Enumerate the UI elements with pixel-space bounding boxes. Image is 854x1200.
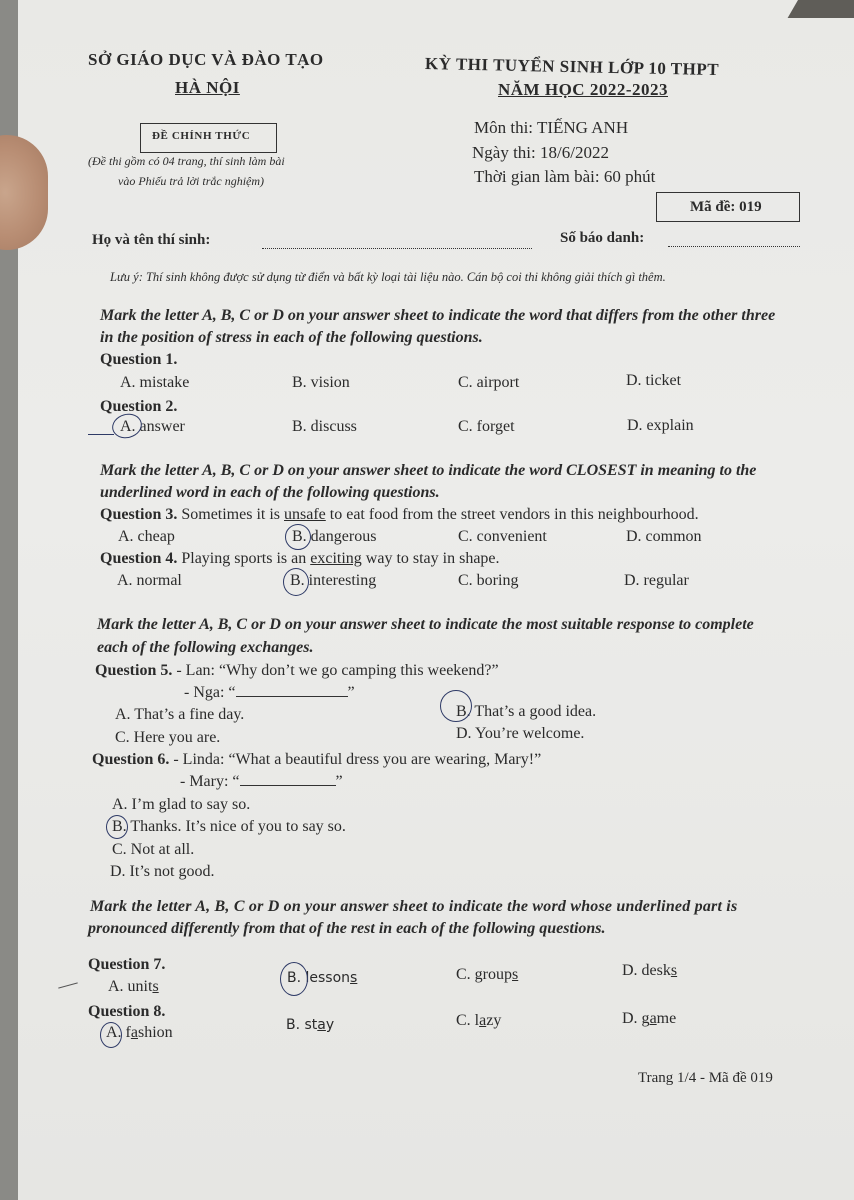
q5-line2: [184, 684, 355, 702]
q4-answer-mark: [283, 568, 309, 596]
paper-corner: [788, 0, 854, 18]
q3-option-c[interactable]: C. convenient: [458, 528, 547, 545]
q8-label: Question 8.: [88, 1003, 166, 1020]
q6-label: Question 6.: [92, 751, 170, 768]
q8-option-c-text: C. l: [456, 1012, 480, 1029]
exam-title: KỲ THI TUYỂN SINH LỚP 10 THPT: [424, 54, 720, 80]
q4-underlined-word: exciting: [310, 550, 362, 567]
q1-option-a[interactable]: A. mistake: [120, 374, 190, 391]
q6-answer-mark: [106, 815, 128, 839]
q7-option-a[interactable]: [108, 978, 159, 996]
q2-option-c[interactable]: C. forget: [458, 418, 515, 435]
q4-option-b[interactable]: B. interesting: [290, 572, 377, 589]
section2-instruction-l2: underlined word in each of the following questions.: [100, 484, 440, 501]
paper-note-line2: vào Phiếu trả lời trắc nghiệm): [118, 174, 265, 188]
exam-date: Ngày thi: 18/6/2022: [472, 143, 609, 162]
q2-pen-stroke: [88, 434, 114, 435]
q2-option-d[interactable]: D. explain: [627, 417, 694, 434]
page-footer: Trang 1/4 - Mã đề 019: [638, 1070, 773, 1086]
q3-option-b[interactable]: B. dangerous: [292, 528, 377, 545]
q3-label: Question 3.: [100, 506, 178, 523]
q7-option-b-underlined: s: [350, 970, 358, 986]
q8-option-a-rest: shion: [138, 1024, 173, 1041]
q5-option-d[interactable]: D. You’re welcome.: [456, 725, 585, 742]
q6-close-quote: ”: [335, 773, 343, 790]
q5-line1: - Lan: “Why don’t we go camping this weekend?”: [172, 662, 499, 679]
q8-option-b-underlined: a: [317, 1017, 326, 1033]
q7-option-c-underlined: s: [512, 966, 519, 983]
dept-name: SỞ GIÁO DỤC VÀ ĐÀO TẠO: [88, 50, 324, 69]
q7-option-d[interactable]: [622, 962, 677, 980]
q1-label: Question 1.: [100, 351, 178, 368]
q3-text-post: to eat food from the street vendors in this neighbourhood.: [325, 506, 699, 523]
q6-stem: [92, 751, 541, 769]
q5-close-quote: ”: [347, 684, 355, 701]
q7-option-a-underlined: s: [152, 978, 159, 995]
q5-blank[interactable]: [236, 696, 348, 697]
q7-answer-mark: [280, 962, 308, 996]
q5-label: Question 5.: [95, 662, 173, 679]
q1-option-c[interactable]: C. airport: [458, 374, 520, 391]
q4-option-a[interactable]: A. normal: [117, 572, 182, 589]
notice: Lưu ý: Thí sinh không được sử dụng từ điển và bất kỳ loại tài liệu nào. Cán bộ coi thi không giải thích gì thêm.: [110, 270, 666, 284]
q8-option-d[interactable]: [622, 1010, 676, 1028]
q4-text-pre: Playing sports is an: [177, 550, 311, 567]
q2-option-b[interactable]: B. discuss: [292, 418, 357, 435]
q6-option-b[interactable]: B. Thanks. It’s nice of you to say so.: [112, 818, 346, 835]
q7-option-b-text: B. lesson: [287, 970, 351, 986]
q1-option-b[interactable]: B. vision: [292, 374, 350, 391]
q6-line2: [180, 773, 343, 791]
q6-blank[interactable]: [240, 785, 336, 786]
q5-option-c[interactable]: C. Here you are.: [115, 729, 221, 746]
section1-instruction-l1: Mark the letter A, B, C or D on your answer sheet to indicate the word that differs from the other three: [100, 307, 776, 324]
q8-option-d-text: D. g: [622, 1010, 650, 1027]
q8-option-b[interactable]: [286, 1017, 334, 1033]
q6-option-c[interactable]: C. Not at all.: [112, 841, 195, 858]
q7-option-d-text: D. desk: [622, 962, 671, 979]
section4-instruction-l2: pronounced differently from that of the rest in each of the following questions.: [88, 920, 606, 937]
q3-answer-mark: [285, 524, 311, 550]
q3-option-d[interactable]: D. common: [626, 528, 702, 545]
city-name: HÀ NỘI: [175, 78, 240, 97]
q3-option-a[interactable]: A. cheap: [118, 528, 175, 545]
q8-option-b-rest: y: [325, 1017, 335, 1033]
name-label: Họ và tên thí sinh:: [92, 232, 211, 248]
section3-instruction-l2: each of the following exchanges.: [97, 639, 314, 656]
q1-option-d[interactable]: D. ticket: [626, 372, 682, 389]
q5-answer-mark: [440, 690, 472, 722]
section4-instruction-l1: Mark the letter A, B, C or D on your answer sheet to indicate the word whose underlined part is: [90, 898, 738, 915]
section2-instruction-l1: Mark the letter A, B, C or D on your answer sheet to indicate the word CLOSEST in meaning to the: [100, 462, 757, 479]
sbd-field[interactable]: [668, 246, 800, 247]
exam-code: Mã đề: 019: [690, 199, 762, 215]
q4-label: Question 4.: [100, 550, 178, 567]
q3-stem: [100, 506, 699, 524]
q4-stem: [100, 550, 500, 568]
q7-label: Question 7.: [88, 956, 166, 973]
q4-text-post: way to stay in shape.: [361, 550, 500, 567]
q7-option-c[interactable]: [456, 966, 518, 984]
q8-option-a-underlined: a: [130, 1024, 138, 1041]
q8-option-c[interactable]: [456, 1012, 501, 1030]
q8-option-b-text: B. st: [286, 1017, 318, 1033]
q5-stem: [95, 662, 499, 680]
q8-answer-mark: [100, 1022, 122, 1048]
q5-speaker: - Nga: “: [184, 684, 236, 701]
q3-text-pre: Sometimes it is: [177, 506, 285, 523]
q8-option-c-rest: zy: [486, 1012, 502, 1029]
q7-option-c-text: C. group: [456, 966, 512, 983]
q3-underlined-word: unsafe: [284, 506, 326, 523]
q6-line1: - Linda: “What a beautiful dress you are wearing, Mary!”: [169, 751, 542, 768]
paper-note-line1: (Đề thi gồm có 04 trang, thí sinh làm bài: [88, 154, 285, 168]
official-label: ĐỀ CHÍNH THỨC: [152, 130, 251, 142]
q8-option-c-underlined: a: [479, 1012, 487, 1029]
q6-option-a[interactable]: A. I’m glad to say so.: [112, 796, 251, 813]
subject: Môn thi: TIẾNG ANH: [474, 118, 629, 137]
q7-option-a-text: A. unit: [108, 978, 153, 995]
q4-option-d[interactable]: D. regular: [624, 572, 689, 589]
q4-option-c[interactable]: C. boring: [458, 572, 519, 589]
q6-option-d[interactable]: D. It’s not good.: [110, 863, 215, 880]
q2-option-a[interactable]: A. answer: [120, 418, 185, 435]
school-year: NĂM HỌC 2022-2023: [498, 80, 668, 99]
q2-label: Question 2.: [100, 398, 178, 415]
q5-option-b[interactable]: B. That’s a good idea.: [456, 703, 597, 720]
section1-instruction-l2: in the position of stress in each of the following questions.: [100, 329, 483, 346]
q5-option-a[interactable]: A. That’s a fine day.: [115, 706, 245, 723]
q8-option-a-text: A. f: [106, 1024, 131, 1041]
q7-option-d-underlined: s: [670, 962, 678, 979]
q8-option-d-underlined: a: [649, 1010, 657, 1027]
q6-speaker: - Mary: “: [180, 773, 240, 790]
q8-option-d-rest: me: [656, 1010, 677, 1027]
sbd-label: Số báo danh:: [560, 230, 645, 246]
section3-instruction-l1: Mark the letter A, B, C or D on your answer sheet to indicate the most suitable response to complete: [97, 616, 754, 633]
exam-duration: Thời gian làm bài: 60 phút: [474, 167, 656, 186]
name-field[interactable]: [262, 248, 532, 249]
